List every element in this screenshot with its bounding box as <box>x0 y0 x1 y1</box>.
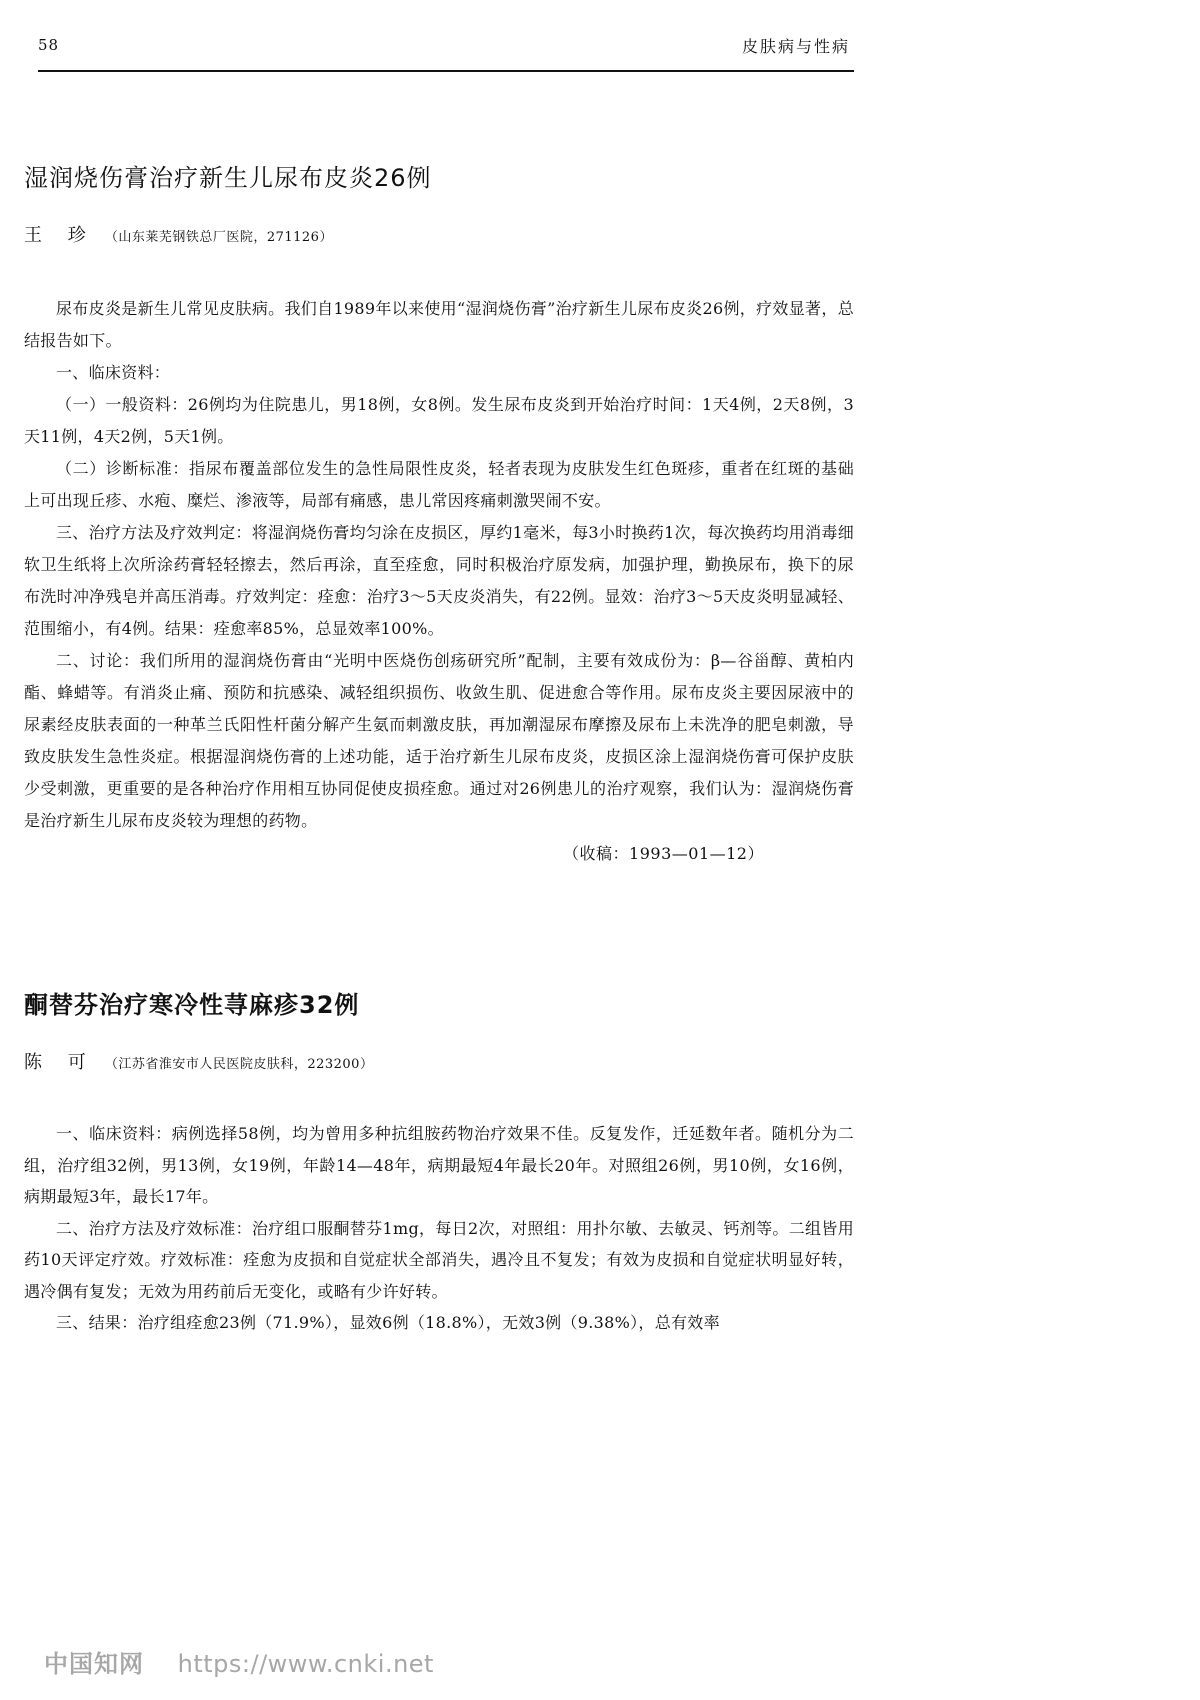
paragraph: （二）诊断标准：指尿布覆盖部位发生的急性局限性皮炎，轻者表现为皮肤发生红色斑疹，重者在红斑的基础上可出现丘疹、水疱、糜烂、渗液等，局部有痛感，患儿常因疼痛刺激哭闹不安。 <box>24 459 854 510</box>
paragraph: 二、治疗方法及疗效标准：治疗组口服酮替芬1mg，每日2次，对照组：用扑尔敏、去敏灵、钙剂等。二组皆用药10天评定疗效。疗效标准：痊愈为皮损和自觉症状全部消失，遇冷且不复发；有效为皮损和自觉症状明显好转，遇冷偶有复发；无效为用药前后无变化，或略有少许好转。 <box>24 1218 854 1301</box>
paragraph: 三、结果：治疗组痊愈23例（71.9%），显效6例（18.8%），无效3例（9.38%），总有效率 <box>56 1313 720 1332</box>
cnki-watermark <box>44 1644 434 1679</box>
paragraph: 三、治疗方法及疗效判定：将湿润烧伤膏均匀涂在皮损区，厚约1毫米，每3小时换药1次，每次换药均用消毒细软卫生纸将上次所涂药膏轻轻擦去，然后再涂，直至痊愈，同时积极治疗原发病，加强护理，勤换尿布，换下的尿布洗时冲净残皂并高压消毒。疗效判定：痊愈：治疗3～5天皮炎消失，有22例。显效：治疗3～5天皮炎明显减轻、范围缩小，有4例。结果：痊愈率85%，总显效率100%。 <box>24 523 854 638</box>
author-name: 王 珍 <box>24 225 96 246</box>
paragraph: 尿布皮炎是新生儿常见皮肤病。我们自1989年以来使用“湿润烧伤膏”治疗新生儿尿布皮炎26例，疗效显著，总结报告如下。 <box>24 299 854 350</box>
page-number: 58 <box>38 36 60 54</box>
article-title: 酮替芬治疗寒冷性荨麻疹32例 <box>24 991 360 1019</box>
section-heading: 一、临床资料： <box>56 363 171 382</box>
watermark-brand: 中国知网 <box>44 1650 144 1678</box>
paragraph: （一）一般资料：26例均为住院患儿，男18例，女8例。发生尿布皮炎到开始治疗时间：1天4例，2天8例，3天11例，4天2例，5天1例。 <box>24 395 854 446</box>
journal-name: 皮肤病与性病 <box>741 37 850 56</box>
author-name: 陈 可 <box>24 1052 96 1073</box>
article-1 <box>24 158 854 864</box>
author-affiliation: （山东莱芜钢铁总厂医院，271126） <box>104 230 333 245</box>
byline <box>24 1048 854 1074</box>
article-title: 湿润烧伤膏治疗新生儿尿布皮炎26例 <box>24 164 432 192</box>
paragraph: 一、临床资料：病例选择58例，均为曾用多种抗组胺药物治疗效果不佳。反复发作，迁延数年者。随机分为二组，治疗组32例，男13例，女19例，年龄14—48年，病期最短4年最长20年。对照组26例，男10例，女16例，病期最短3年，最长17年。 <box>24 1124 854 1206</box>
paragraph: 二、讨论：我们所用的湿润烧伤膏由“光明中医烧伤创疡研究所”配制，主要有效成份为：β—谷甾醇、黄柏内酯、蜂蜡等。有消炎止痛、预防和抗感染、减轻组织损伤、收敛生肌、促进愈合等作用。尿布皮炎主要因尿液中的尿素经皮肤表面的一种革兰氏阳性杆菌分解产生氨而刺激皮肤，再加潮湿尿布摩擦及尿布上未洗净的肥皂刺激，导致皮肤发生急性炎症。根据湿润烧伤膏的上述功能，适于治疗新生儿尿布皮炎，皮损区涂上湿润烧伤膏可保护皮肤少受刺激，更重要的是各种治疗作用相互协同促使皮损痊愈。通过对26例患儿的治疗观察，我们认为：湿润烧伤膏是治疗新生儿尿布皮炎较为理想的药物。 <box>24 651 854 830</box>
watermark-url: https://www.cnki.net <box>177 1650 434 1678</box>
author-affiliation: （江苏省淮安市人民医院皮肤科，223200） <box>104 1057 374 1072</box>
article-2 <box>24 985 854 1339</box>
article-body <box>24 293 854 837</box>
page-header <box>38 32 854 72</box>
byline <box>24 221 854 247</box>
article-body <box>24 1118 854 1339</box>
received-date: （收稿：1993—01—12） <box>563 844 764 863</box>
